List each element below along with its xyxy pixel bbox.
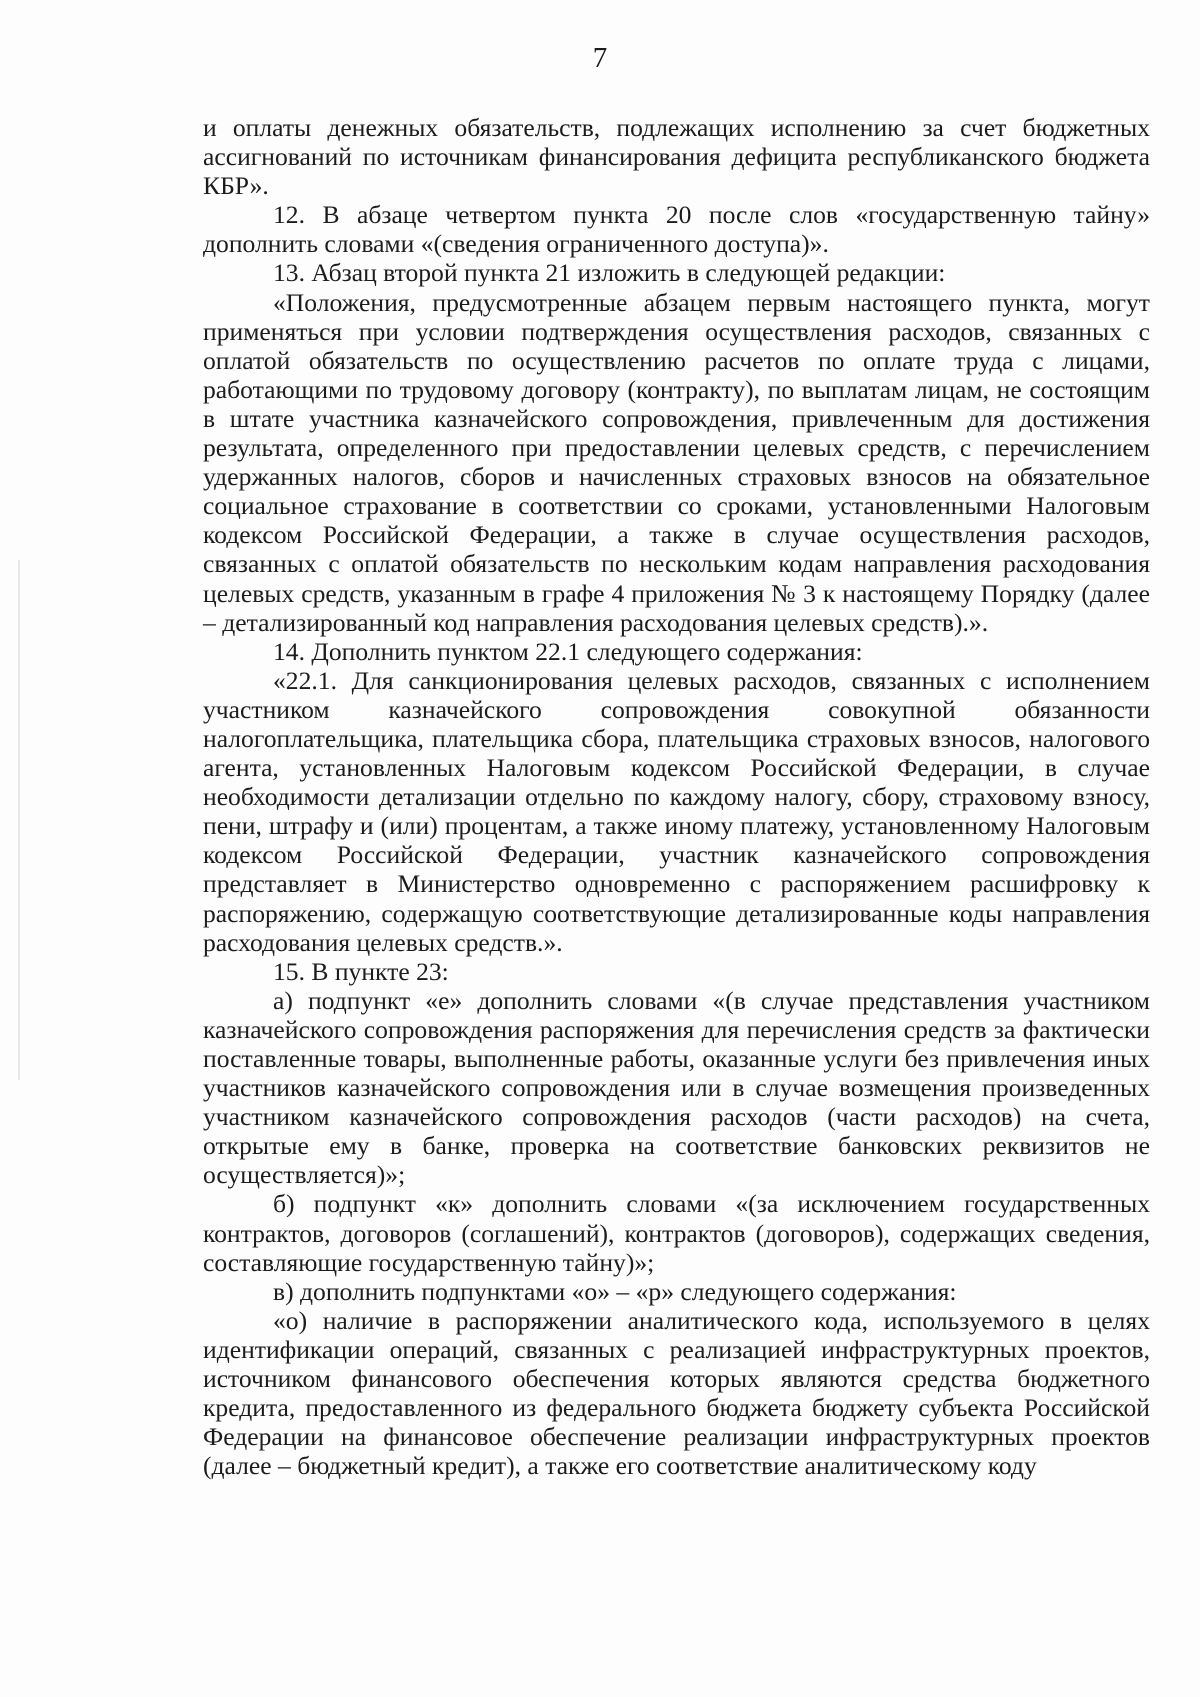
paragraph-quote-22-1: «22.1. Для санкционирования целевых расходов, связанных с исполнением участником казначейского сопровождения совокупной обязанности налогоплательщика, плательщика сбора, плательщика страховых взносов, налогового агента, установленных Налоговым кодексом Российской Федерации, в случае необходимости детализации отдельно по каждому налогу, сбору, страховому взносу, пени, штрафу и (или) процентам, а также иному платежу, установленному Налоговым кодексом Российской Федерации, участник казначейского сопровождения представляет в Министерство одновременно с распоряжением расшифровку к распоряжению, содержащую соответствующие детализированные коды направления расходования целевых средств.».	[203, 665, 1150, 957]
paragraph-item-12: 12. В абзаце четвертом пункта 20 после слов «государственную тайну» дополнить словами «(сведения ограниченного доступа)».	[203, 200, 1150, 259]
paragraph-item-14: 14. Дополнить пунктом 22.1 следующего содержания:	[273, 636, 863, 666]
page-number: 7	[592, 42, 608, 74]
paragraph-quote-21: «Положения, предусмотренные абзацем первым настоящего пункта, могут применяться при условии подтверждения осуществления расходов, связанных с оплатой обязательств по осуществлению расчетов по оплате труда с лицами, работающими по трудовому договору (контракту), по выплатам лицам, не состоящим в штате участника казначейского сопровождения, привлеченным для достижения результата, определенного при предоставлении целевых средств, с перечислением удержанных налогов, сборов и начисленных страховых взносов на обязательное социальное страхование в соответствии со сроками, установленными Налоговым кодексом Российской Федерации, а также в случае осуществления расходов, связанных с оплатой обязательств по нескольким кодам направления расходования целевых средств, указанным в графе 4 приложения № 3 к настоящему Порядку (далее – детализированный код направления расходования целевых средств).».	[203, 287, 1150, 637]
scan-margin-mark	[18, 560, 20, 1080]
document-body	[203, 113, 1150, 1480]
paragraph-subitem-b: б) подпункт «к» дополнить словами «(за исключением государственных контрактов, договоров (соглашений), контрактов (договоров), содержащих сведения, составляющие государственную тайну)»;	[203, 1189, 1150, 1277]
paragraph-continuation: и оплаты денежных обязательств, подлежащих исполнению за счет бюджетных ассигнований по источникам финансирования дефицита республиканского бюджета КБР».	[203, 113, 1150, 201]
paragraph-subitem-v: в) дополнить подпунктами «о» – «р» следующего содержания:	[273, 1276, 957, 1306]
paragraph-item-13: 13. Абзац второй пункта 21 изложить в следующей редакции:	[273, 258, 946, 288]
paragraph-subitem-a: а) подпункт «е» дополнить словами «(в случае представления участником казначейского сопровождения распоряжения для перечисления средств за фактически поставленные товары, выполненные работы, оказанные услуги без привлечения иных участников казначейского сопровождения или в случае возмещения произведенных участником казначейского сопровождения расходов (части расходов) на счета, открытые ему в банке, проверка на соответствие банковских реквизитов не осуществляется)»;	[203, 985, 1150, 1190]
paragraph-item-15: 15. В пункте 23:	[273, 956, 449, 986]
paragraph-subitem-o: «о) наличие в распоряжении аналитического кода, используемого в целях идентификации операций, связанных с реализацией инфраструктурных проектов, источником финансового обеспечения которых являются средства бюджетного кредита, предоставленного из федерального бюджета бюджету субъекта Российской Федерации на финансовое обеспечение реализации инфраструктурных проектов (далее – бюджетный кредит), а также его соответствие аналитическому коду	[203, 1305, 1150, 1481]
